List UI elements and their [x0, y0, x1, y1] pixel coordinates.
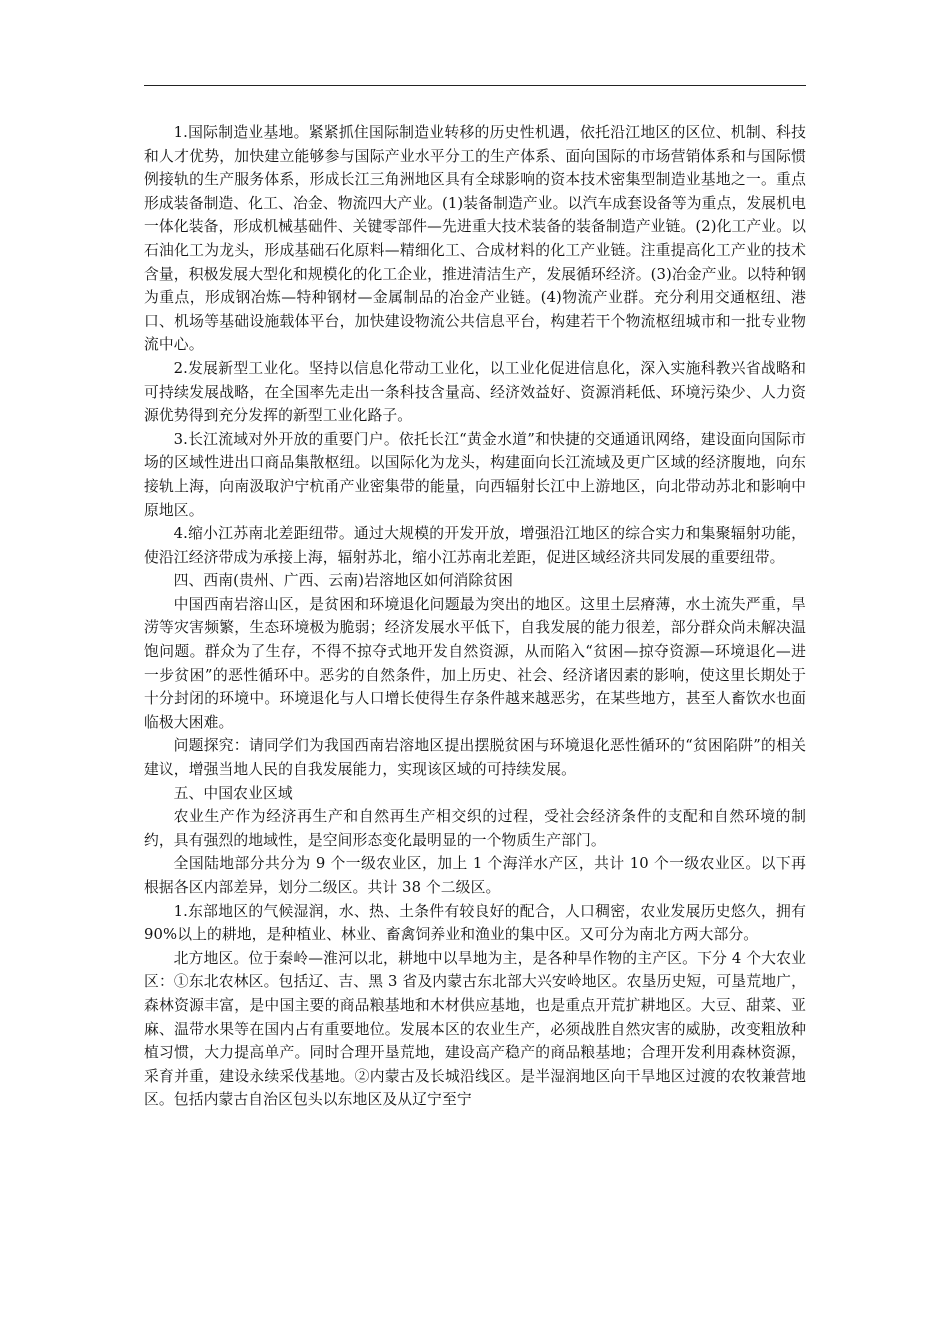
paragraph-agri-intro: 农业生产作为经济再生产和自然再生产相交织的过程，受社会经济条件的支配和自然环境的制约，具有强烈的地域性，是空间形态变化最明显的一个物质生产部门。 [144, 808, 806, 849]
section-five-heading: 五、中国农业区域 [173, 784, 293, 802]
paragraph-north-south-link: 4.缩小江苏南北差距纽带。通过大规模的开发开放，增强沿江地区的综合实力和集聚辐射功能，使沿江经济带成为承接上海，辐射苏北，缩小江苏南北差距，促进区域经济共同发展的重要纽带。 [144, 525, 806, 566]
paragraph-manufacturing-base: 1.国际制造业基地。紧紧抓住国际制造业转移的历史性机遇，依托沿江地区的区位、机制、科技和人才优势，加快建立能够参与国际产业水平分工的生产体系、面向国际的市场营销体系和与国际惯例接轨的生产服务体系，形成长江三角洲地区具有全球影响的资本技术密集型制造业基地之一。重点形成装备制造、化工、冶金、物流四大产业。(1)装备制造产业。以汽车成套设备等为重点，发展机电一体化装备，形成机械基础件、关键零部件—先进重大技术装备的装备制造产业链。(2)化工产业。以石油化工为龙头，形成基础石化原料—精细化工、合成材料的化工产业链。注重提高化工产业的技术含量，积极发展大型化和规模化的化工企业，推进清洁生产，发展循环经济。(3)冶金产业。以特种钢为重点，形成钢冶炼—特种钢材—金属制品的冶金产业链。(4)物流产业群。充分利用交通枢纽、港口、机场等基础设施载体平台，加快建设物流公共信息平台，构建若干个物流枢纽城市和一批专业物流中心。 [144, 124, 806, 354]
header-rule [144, 85, 806, 86]
section-four-heading: 四、西南(贵州、广西、云南)岩溶地区如何消除贫困 [173, 572, 514, 590]
paragraph-yangtze-gateway: 3.长江流域对外开放的重要门户。依托长江“黄金水道”和快捷的交通通讯网络，建设面向国际市场的区域性进出口商品集散枢纽。以国际化为龙头，构建面向长江流域及更广区域的经济腹地，向东接轨上海，向南汲取沪宁杭甬产业密集带的能量，向西辐射长江中上游地区，向北带动苏北和影响中原地区。 [144, 430, 806, 519]
paragraph-karst-poverty: 中国西南岩溶山区，是贫困和环境退化问题最为突出的地区。这里土层瘠薄，水土流失严重，旱涝等灾害频繁，生态环境极为脆弱；经济发展水平低下，自我发展的能力很差，部分群众尚未解决温饱问题。群众为了生存，不得不掠夺式地开发自然资源，从而陷入“贫困—掠夺资源—环境退化—进一步贫困”的恶性循环中。恶劣的自然条件，加上历史、社会、经济诸因素的影响，使这里长期处于十分封闭的环境中。环境退化与人口增长使得生存条件越来越恶劣，在某些地方，甚至人畜饮水也面临极大困难。 [144, 595, 806, 731]
document-body [144, 121, 806, 1112]
paragraph-new-industrialization: 2.发展新型工业化。坚持以信息化带动工业化，以工业化促进信息化，深入实施科教兴省战略和可持续发展战略，在全国率先走出一条科技含量高、经济效益好、资源消耗低、环境污染少、人力资源优势得到充分发挥的新型工业化路子。 [144, 359, 806, 425]
paragraph-inquiry-question: 问题探究：请同学们为我国西南岩溶地区提出摆脱贫困与环境退化恶性循环的“贫困陷阱”的相关建议，增强当地人民的自我发展能力，实现该区域的可持续发展。 [144, 737, 806, 779]
paragraph-agri-regions: 全国陆地部分共分为 9 个一级农业区，加上 1 个海洋水产区，共计 10 个一级农业区。以下再根据各区内部差异，划分二级区。共计 38 个二级区。 [144, 855, 806, 896]
paragraph-eastern-region: 1.东部地区的气候湿润，水、热、土条件有较良好的配合，人口稠密，农业发展历史悠久，拥有 90%以上的耕地，是种植业、林业、畜禽饲养业和渔业的集中区。又可分为南北方两大部分。 [144, 902, 806, 944]
paragraph-northern-region: 北方地区。位于秦岭—淮河以北，耕地中以旱地为主，是各种旱作物的主产区。下分 4 个大农业区：①东北农林区。包括辽、吉、黑 3 省及内蒙古东北部大兴安岭地区。农垦历史短，可垦荒地广，森林资源丰富，是中国主要的商品粮基地和木材供应基地，也是重点开荒扩耕地区。大豆、甜菜、亚麻、温带水果等在国内占有重要地位。发展本区的农业生产，必须战胜自然灾害的威胁，改变粗放种植习惯，大力提高单产。同时合理开垦荒地，建设高产稳产的商品粮基地；合理开发利用森林资源，采育并重，建设永续采伐基地。②内蒙古及长城沿线区。是半湿润地区向干旱地区过渡的农牧兼营地区。包括内蒙古自治区包头以东地区及从辽宁至宁 [144, 949, 806, 1109]
